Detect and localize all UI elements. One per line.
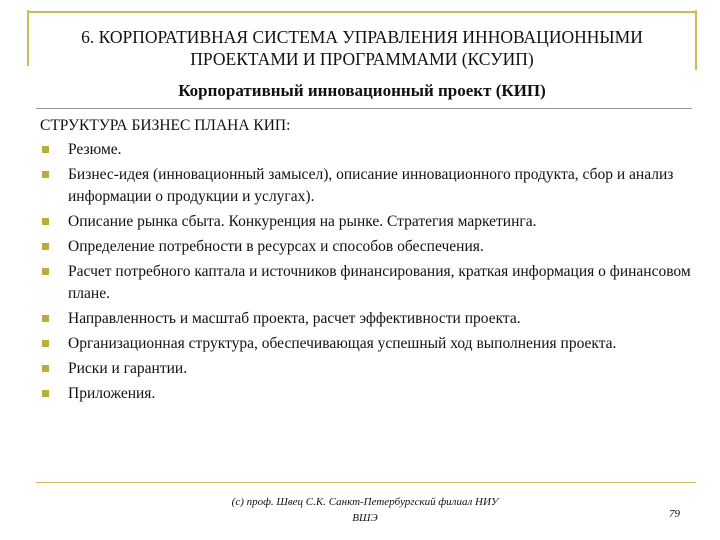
list-item-text: Организационная структура, обеспечивающая успешный ход выполнения проекта. (68, 335, 617, 352)
list-item (40, 333, 700, 355)
footer-divider (36, 482, 696, 483)
square-bullet-icon (42, 365, 49, 372)
list-item (40, 236, 700, 258)
list-item (40, 139, 700, 161)
list-item-text: Описание рынка сбыта. Конкуренция на рынке. Стратегия маркетинга. (68, 213, 537, 230)
footer-credit: (с) проф. Швец С.К. Санкт-Петербургский филиал НИУ ВШЭ (231, 496, 499, 524)
square-bullet-icon (42, 243, 49, 250)
list-item-text: Бизнес-идея (инновационный замысел), описание инновационного продукта, сбор и анализ информации о продукции и услугах). (68, 166, 674, 205)
frame-right-line (695, 10, 697, 70)
bullet-list (40, 139, 700, 405)
section-heading: СТРУКТУРА БИЗНЕС ПЛАНА КИП: (40, 117, 291, 134)
list-item (40, 164, 700, 208)
list-item-text: Определение потребности в ресурсах и способов обеспечения. (68, 238, 484, 255)
list-item-text: Риски и гарантии. (68, 360, 188, 377)
square-bullet-icon (42, 315, 49, 322)
list-item (40, 261, 700, 305)
page-number: 79 (669, 508, 680, 520)
square-bullet-icon (42, 171, 49, 178)
frame-left-line (27, 10, 29, 66)
list-item (40, 358, 700, 380)
list-item-text: Расчет потребного каптала и источников финансирования, краткая информация о финансовом плане. (68, 263, 691, 302)
list-item-text: Приложения. (68, 385, 156, 402)
slide-subtitle: Корпоративный инновационный проект (КИП) (178, 81, 546, 100)
square-bullet-icon (42, 268, 49, 275)
square-bullet-icon (42, 218, 49, 225)
list-item (40, 308, 700, 330)
list-item-text: Направленность и масштаб проекта, расчет эффективности проекта. (68, 310, 521, 327)
square-bullet-icon (42, 340, 49, 347)
list-item (40, 383, 700, 405)
slide-content (40, 115, 700, 408)
frame-top-line (27, 11, 697, 13)
list-item-text: Резюме. (68, 141, 122, 158)
square-bullet-icon (42, 146, 49, 153)
list-item (40, 211, 700, 233)
slide-title: 6. КОРПОРАТИВНАЯ СИСТЕМА УПРАВЛЕНИЯ ИННОВАЦИОННЫМИ ПРОЕКТАМИ И ПРОГРАММАМИ (КСУИП) (81, 27, 643, 69)
title-divider (36, 108, 692, 109)
square-bullet-icon (42, 390, 49, 397)
